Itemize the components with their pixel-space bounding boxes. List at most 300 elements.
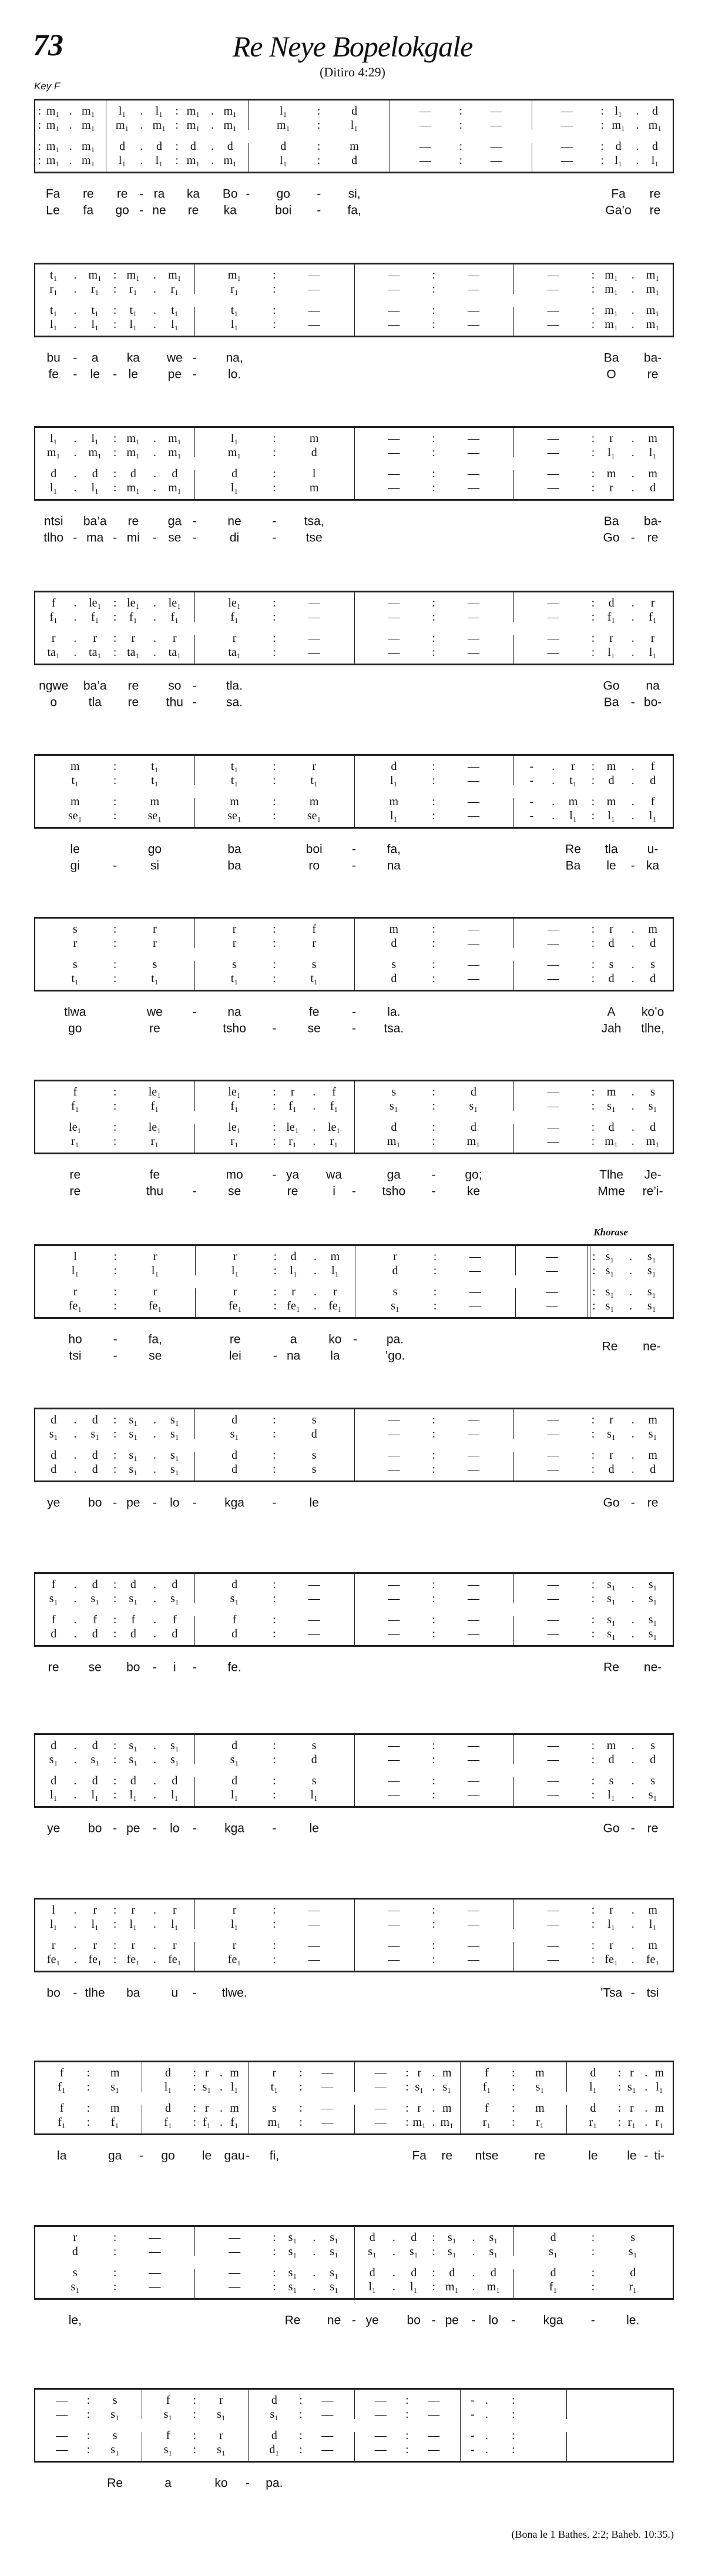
hold-mark: — [388,1939,400,1952]
hold-mark: — [308,1918,320,1931]
beat-separator: : [459,119,462,132]
solfa-note: l₁ [91,1788,99,1801]
hold-mark: - [470,2429,475,2442]
solfa-note: d [550,2266,556,2279]
solfa-note: s [650,1774,655,1787]
solfa-note: le₁ [148,1086,162,1098]
hold-mark: — [321,2102,334,2115]
solfa-note: m [606,795,616,808]
solfa-note: m₁ [605,283,618,296]
hold-mark: — [467,432,479,445]
solfa-note: d [391,760,397,773]
beat-separator: . [631,937,634,950]
beat-separator: : [113,1774,117,1787]
lyric-syllable: ko [328,1332,342,1346]
beat-separator: : [405,2102,409,2115]
beat-separator: : [432,1774,435,1787]
beat-separator: : [591,269,595,282]
beat-separator: : [299,2066,303,2079]
hold-mark: — [467,611,479,624]
syllable-hyphen: - [113,859,118,873]
solfa-note: d [165,2066,172,2079]
solfa-note: s₁ [627,2081,636,2093]
solfa-note: t₁ [71,972,79,985]
beat-separator: : [273,795,276,808]
beat-separator: : [591,2266,595,2279]
solfa-note: s₁ [647,1250,656,1263]
hold-mark: — [547,1413,559,1426]
beat-separator: : [432,1100,435,1113]
hold-mark: — [467,1918,479,1931]
solfa-note: d [231,1449,238,1462]
lyric-syllable: ne [327,2313,341,2327]
lyric-syllable: re [127,695,139,709]
beat-separator: : [591,1613,595,1626]
beat-separator: : [273,774,276,787]
hold-mark: — [560,119,573,132]
solfa-note: s₁ [288,2245,297,2258]
measure [35,1900,194,1971]
beat-separator: : [113,446,117,459]
syllable-hyphen: - [192,1005,197,1019]
hold-mark: — [547,958,559,971]
solfa-note: m [648,467,657,480]
beat-separator: : [591,937,595,950]
lyric-syllable: go [115,203,129,217]
music-system [34,754,674,877]
solfa-note: m₁ [646,304,660,317]
solfa-note: r [219,2429,223,2442]
solfa-note: d [130,1774,136,1787]
lyric-syllable: Re [565,842,581,856]
solfa-note: s₁ [607,1613,616,1626]
beat-separator: . [153,1592,156,1605]
solfa-note: r [173,632,177,645]
beat-separator: : [317,105,321,118]
syllable-hyphen: - [352,1005,356,1019]
solfa-note: l [312,467,316,480]
solfa-note: s₁ [549,2245,558,2258]
hold-mark: — [149,2280,161,2293]
solfa-note: f₁ [58,2116,66,2129]
beat-separator: . [313,2231,316,2244]
solfa-note: m [110,2102,120,2115]
syllable-hyphen: - [192,1986,197,2000]
hold-mark: — [490,119,502,132]
solfa-note: r₁ [170,283,179,296]
hold-mark: — [469,1285,481,1298]
lyric-syllable: tla [88,695,102,709]
lyric-syllable: re [229,1332,241,1346]
solfa-note: m [442,2066,452,2079]
lyric-syllable: gi [70,859,80,873]
solfa-note: d [271,2429,277,2442]
beat-separator: . [153,1753,156,1766]
music-system [34,99,674,222]
beat-separator: : [86,2102,90,2115]
lyric-syllable: bo [88,1496,102,1510]
music-system [34,1080,674,1203]
solfa-note: f [166,2394,170,2407]
solfa-note: f₁ [482,2081,491,2093]
solfa-note: s₁ [330,2231,338,2244]
beat-separator: : [113,432,117,445]
beat-separator: . [153,1953,156,1966]
beat-separator: : [591,809,595,822]
measure [513,2227,673,2298]
solfa-note: l₁ [171,1918,179,1931]
syllable-hyphen: - [272,1821,277,1835]
solfa-note: d [172,467,178,480]
beat-separator: : [432,1918,435,1931]
lyric-syllable: fe. [227,1660,241,1674]
hold-mark: — [467,972,479,985]
beat-separator: : [273,1086,276,1098]
beat-separator: . [631,1463,634,1476]
hold-mark: — [467,1578,479,1591]
beat-separator: : [317,119,321,132]
solfa-note: d [608,1121,615,1134]
lyric-syllable: ga [108,2149,122,2163]
solfa-note: s [311,1739,317,1752]
beat-separator: . [219,2066,223,2079]
lyric-syllable: fe [48,367,59,381]
lyric-syllable: pe [445,2313,459,2327]
solfa-note: s₁ [330,2280,338,2293]
beat-separator: : [113,1086,117,1098]
solfa-note: s₁ [163,2443,173,2456]
hold-mark: — [547,611,559,624]
measure [566,2390,673,2461]
beat-separator: . [629,1264,633,1277]
solfa-note: s₁ [535,2081,545,2093]
beat-separator: : [273,269,276,282]
lyric-syllable: pa. [386,1332,404,1346]
beat-separator: . [631,646,634,659]
solfa-note: d [92,1774,98,1787]
solfa-note: s₁ [409,2245,418,2258]
beat-separator: . [153,1774,156,1787]
hold-mark: — [388,632,400,645]
solfa-note: f [51,597,56,609]
lyric-syllable: ka [223,203,237,217]
beat-separator: : [273,2280,276,2293]
lyric-syllable: Je- [644,1168,662,1182]
hold-mark: — [374,2443,387,2456]
syllable-hyphen: - [192,1184,197,1198]
solfa-note: ta₁ [228,646,241,659]
solfa-note: m [648,1449,657,1462]
solfa-note: s₁ [648,1627,657,1640]
beat-separator: : [591,1135,595,1148]
beat-separator: : [459,154,462,167]
solfa-note: s [650,958,655,971]
beat-separator: . [552,795,555,808]
solfa-note: r [93,1939,98,1952]
lyric-syllable: fa [83,203,94,217]
hold-mark: — [229,2231,241,2244]
beat-separator: : [273,1774,276,1787]
staff-box [34,263,674,337]
measure [194,756,354,827]
beat-separator: : [591,283,595,296]
beat-separator: . [472,2280,475,2293]
music-system [34,1572,674,1696]
lyric-syllable: tlho [43,531,64,545]
syllable-hyphen: - [352,1332,357,1346]
lyric-syllable: wa [326,1168,343,1182]
solfa-note: r [73,1285,78,1298]
beat-separator: . [313,2280,316,2293]
measure [513,1735,673,1806]
solfa-note: r [153,923,157,936]
solfa-note: l₁ [71,1264,79,1277]
solfa-note: r [173,1904,177,1917]
solfa-note: r [232,1939,237,1952]
syllable-hyphen: - [352,1021,356,1036]
solfa-note: s₁ [442,2081,452,2093]
measure [513,428,673,499]
beat-separator: : [273,1627,276,1640]
syllable-hyphen: - [73,531,78,545]
solfa-note: d [650,1121,656,1134]
hold-mark: — [321,2394,334,2407]
hold-mark: — [321,2408,334,2421]
solfa-note: m [535,2066,545,2079]
solfa-note: m₁ [412,2116,426,2129]
beat-separator: : [432,958,435,971]
staff-box [34,754,674,829]
solfa-note: r₁ [230,1135,239,1148]
beat-separator: : [317,154,321,167]
solfa-note: m₁ [612,119,625,132]
syllable-hyphen: - [352,842,356,856]
beat-separator: : [432,1449,435,1462]
beat-separator: . [153,1578,156,1591]
hold-mark: — [419,105,431,118]
lyric-syllable: le [90,367,100,381]
lyric-syllable: re [534,2149,546,2163]
solfa-note: se₁ [147,809,162,822]
lyric-syllable: kga [224,1821,244,1835]
syllable-hyphen: - [192,1660,197,1674]
beat-separator: . [153,597,156,609]
solfa-note: fe₁ [46,1953,61,1966]
hold-mark: — [547,1578,559,1591]
hold-mark: — [419,154,431,167]
solfa-note: s₁ [270,2408,279,2421]
beat-separator: : [113,809,117,822]
solfa-note: d [590,2102,596,2115]
music-system [34,2225,674,2349]
solfa-note: l₁ [230,481,239,494]
solfa-note: d [51,1739,57,1752]
solfa-note: s [650,1086,655,1098]
solfa-note: r [232,923,237,936]
beat-separator: : [273,1578,276,1591]
measure [354,428,513,499]
lyric-syllable: se [227,1184,241,1198]
lyric-syllable: go [161,2149,175,2163]
measure [513,1081,673,1153]
solfa-note: r₁ [49,283,58,296]
solfa-note: s₁ [170,1413,179,1426]
beat-separator: . [73,467,77,480]
solfa-note: m [389,795,399,808]
lyric-syllable: boi [306,842,323,856]
solfa-note: s₁ [605,1264,615,1277]
solfa-note: d [156,140,162,153]
hold-mark: — [547,923,559,936]
solfa-note: r [312,760,317,773]
beat-separator: . [631,1939,634,1952]
solfa-note: d [227,140,233,153]
syllable-hyphen: - [352,1184,356,1198]
lyric-syllable: ko’o [641,1005,664,1019]
solfa-note: m₁ [186,105,200,118]
solfa-note: s [152,958,157,971]
solfa-note: s₁ [648,1788,657,1801]
solfa-note: l₁ [129,1788,137,1801]
beat-separator: : [317,140,321,153]
solfa-note: l [52,1904,55,1917]
hold-mark: — [547,972,559,985]
beat-separator: . [631,1449,634,1462]
solfa-note: s [311,1449,317,1462]
beat-separator: : [405,2081,409,2093]
solfa-note: ta₁ [168,646,182,659]
beat-separator: : [511,2102,515,2115]
solfa-note: d [351,154,358,167]
hold-mark: — [547,432,559,445]
hold-mark: — [546,1285,558,1298]
solfa-note: l₁ [390,809,398,822]
solfa-note: t₁ [129,304,137,317]
lyric-syllable: ye [47,1496,61,1510]
solfa-note: m₁ [646,1135,660,1148]
measure [194,264,354,336]
lyric-syllable: si [150,859,160,873]
solfa-note: s [392,1285,398,1298]
beat-separator: . [73,1413,77,1426]
beat-separator: : [592,1264,596,1277]
solfa-note: s₁ [605,1299,615,1312]
beat-separator: . [73,632,77,645]
measure [566,2062,673,2133]
beat-separator: : [113,1100,117,1113]
solfa-note: d [652,140,658,153]
solfa-note: d [650,937,656,950]
hold-mark: — [467,632,479,645]
beat-separator: : [591,611,595,624]
syllable-hyphen: - [431,2313,436,2327]
solfa-note: le₁ [89,597,102,609]
hold-mark: — [308,1613,320,1626]
solfa-note: s [112,2394,118,2407]
beat-separator: : [591,1774,595,1787]
beat-separator: : [113,937,117,950]
beat-separator: . [73,1592,77,1605]
lyric-syllable: Ga’o [605,203,632,217]
beat-separator: : [273,1788,276,1801]
solfa-note: l₁ [368,2280,376,2293]
solfa-note: r [219,2394,223,2407]
lyric-syllable: re’i- [642,1184,663,1198]
beat-separator: : [113,2280,117,2293]
solfa-note: l₁ [649,646,657,659]
hold-mark: — [467,809,479,822]
beat-separator: : [405,2408,409,2421]
beat-separator: . [392,2266,395,2279]
beat-separator: : [273,1449,276,1462]
hold-mark: — [547,1939,559,1952]
lyric-syllable: lei [229,1349,241,1363]
solfa-note: s₁ [330,2266,338,2279]
beat-separator: : [617,2102,622,2115]
hold-mark: — [547,646,559,659]
beat-separator: : [600,154,604,167]
measure [248,2062,354,2133]
beat-separator: . [631,1086,634,1098]
beat-separator: . [631,1788,634,1801]
solfa-note: d [51,1463,57,1476]
solfa-note: m₁ [223,154,237,167]
hold-mark: — [56,2394,68,2407]
lyric-syllable: bu [46,351,61,365]
beat-separator: . [140,154,143,167]
measure [194,592,354,664]
solfa-note: fe₁ [88,1953,102,1966]
measure [194,2227,354,2298]
lyric-syllable: a [290,1332,297,1346]
beat-separator: . [313,2266,316,2279]
lyric-syllable: o [50,695,58,709]
beat-separator: : [432,597,435,609]
solfa-note: l₁ [230,1788,239,1801]
lyric-syllable: A [607,1005,616,1019]
hold-mark: — [149,2266,161,2279]
lyric-syllable: ngwe [39,679,69,693]
solfa-note: f [166,2429,170,2442]
beat-separator: . [153,1627,156,1640]
hold-mark: — [547,1086,559,1098]
solfa-note: r [73,937,78,950]
lyric-syllable: Re [284,2313,301,2327]
hold-mark: — [490,105,502,118]
hold-mark: — [547,467,559,480]
beat-separator: . [73,646,77,659]
solfa-note: l₁ [91,1918,99,1931]
solfa-note: r [609,1904,613,1917]
beat-separator: : [432,646,435,659]
measure [35,1409,194,1480]
lyric-syllable: re [127,514,139,528]
beat-separator: . [69,119,72,132]
beat-separator: : [432,318,435,331]
solfa-note: m [442,2102,452,2115]
solfa-note: d [650,774,656,787]
solfa-note: s₁ [129,1753,138,1766]
lyric-syllable: re [647,1821,659,1835]
hold-mark: — [547,1904,559,1917]
measure [460,2390,566,2461]
solfa-note: fe₁ [227,1953,241,1966]
solfa-note: m [330,1250,340,1263]
solfa-note: s₁ [90,1753,100,1766]
measure [532,101,673,172]
solfa-note: r [153,937,157,950]
staff-box [34,2225,674,2300]
